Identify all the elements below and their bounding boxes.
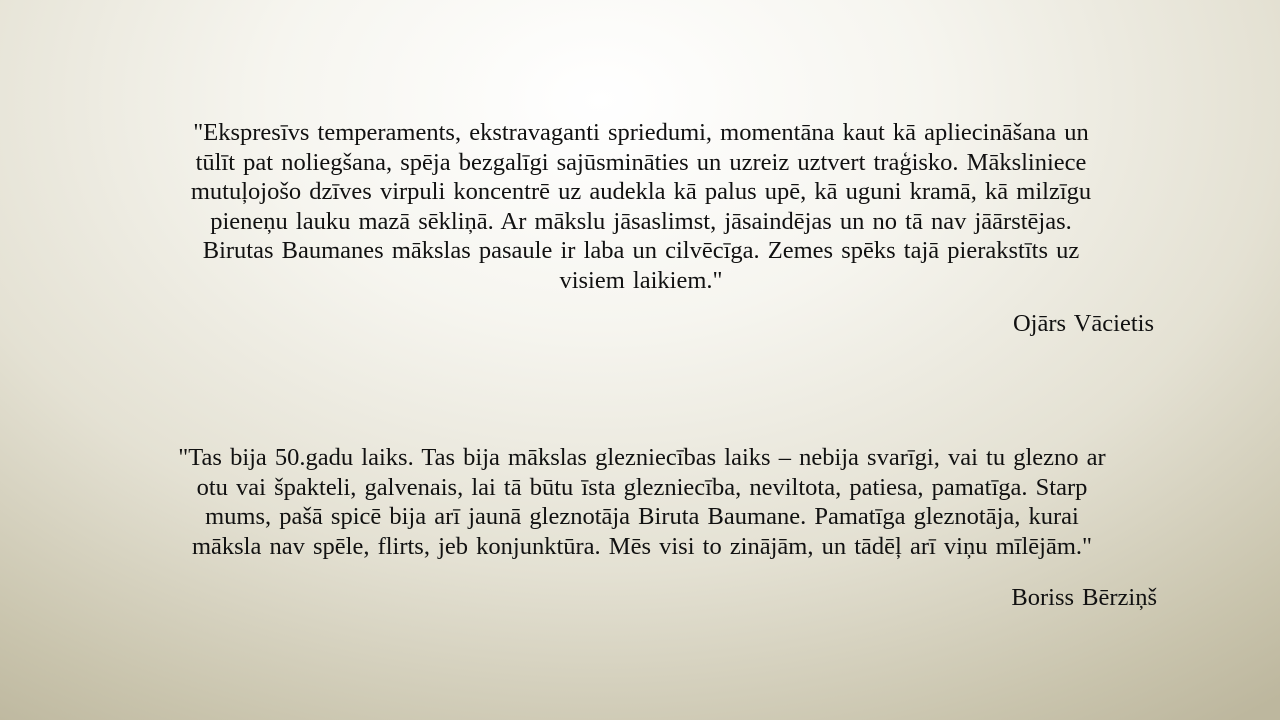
quote-line: Birutas Baumanes mākslas pasaule ir laba un cilvēcīga. Zemes spēks tajā pierakstīts uz [202,237,1080,264]
quote-author-berzins: Boriss Bērziņš [1011,584,1157,611]
quote-line: otu vai špakteli, galvenais, lai tā būtu īsta glezniecība, neviltota, patiesa, pamatīga. Starp [196,473,1088,501]
quote-berzins [98,443,1186,561]
quote-line: "Tas bija 50.gadu laiks. Tas bija mākslas glezniecības laiks – nebija svarīgi, vai tu glezno ar [178,444,1106,471]
quote-line: "Ekspresīvs temperaments, ekstravaganti spriedumi, momentāna kaut kā apliecināšana un [193,119,1089,146]
quote-line: mutuļojošo dzīves virpuli koncentrē uz audekla kā palus upē, kā uguni kramā, kā milzīgu [190,178,1092,205]
quote-line: māksla nav spēle, flirts, jeb konjunktūra. Mēs visi to zinājām, un tādēļ arī viņu mīlējām." [191,532,1093,560]
quote-line: tūlīt pat noliegšana, spēja bezgalīgi sajūsmināties un uzreiz uztvert traģisko. Māksliniece [195,148,1087,176]
quote-vacietis [108,118,1174,295]
quote-author-vacietis: Ojārs Vācietis [1012,310,1154,337]
quote-line: pieneņu lauku mazā sēkliņā. Ar mākslu jāsaslimst, jāsaindējas un no tā nav jāārstējas. [210,207,1072,235]
quote-line: visiem laikiem." [559,266,723,294]
quote-line: mums, pašā spicē bija arī jaunā gleznotāja Biruta Baumane. Pamatīga gleznotāja, kurai [205,503,1079,530]
